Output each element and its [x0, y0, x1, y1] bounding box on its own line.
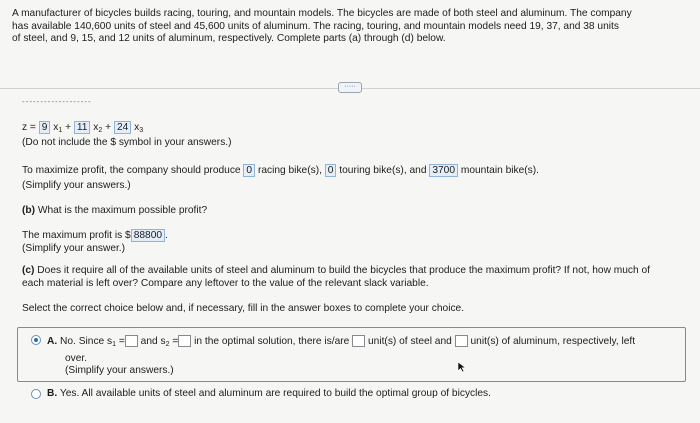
objective-note: (Do not include the $ symbol in your answers.)	[22, 137, 232, 148]
choice-a-radio[interactable]	[31, 335, 41, 345]
part-b-note: (Simplify your answer.)	[22, 243, 126, 254]
coefficient-x1-field[interactable]: 9	[39, 121, 51, 134]
choice-a-text	[47, 335, 683, 378]
part-c-instruction: Select the correct choice below and, if necessary, fill in the answer boxes to complete your choice.	[22, 303, 465, 314]
production-text: mountain bike(s).	[460, 165, 539, 176]
aluminum-leftover-box[interactable]	[455, 335, 468, 347]
problem-line: has available 140,600 units of steel and 45,600 units of aluminum. The racing, touring, and mountain models need 19, 37, and 38 units	[12, 20, 619, 32]
objective-prefix: z =	[22, 122, 36, 133]
choice-a-note: (Simplify your answers.)	[65, 365, 174, 377]
steel-leftover-box[interactable]	[352, 335, 365, 347]
coefficient-x2-field[interactable]: 11	[74, 121, 91, 134]
production-text: To maximize profit, the company should produce	[22, 165, 241, 176]
profit-text: The maximum profit is $	[22, 230, 131, 241]
mountain-answer-field[interactable]: 3700	[429, 164, 458, 177]
s2-answer-box[interactable]	[178, 335, 191, 347]
profit-answer-field[interactable]: 88800	[131, 229, 165, 242]
s1-answer-box[interactable]	[125, 335, 138, 347]
expand-button[interactable]: ·····	[338, 82, 362, 93]
part-c-label: (c)	[22, 265, 35, 276]
racing-answer-field[interactable]: 0	[243, 164, 255, 177]
part-b-label: (b)	[22, 205, 36, 216]
var-x1: x	[53, 122, 59, 133]
choice-a-segment: and s	[140, 336, 166, 347]
production-note: (Simplify your answers.)	[22, 180, 131, 191]
part-c-text: Does it require all of the available units of steel and aluminum to build the bicycles that produce the maximum profit? If not, how much of	[37, 265, 650, 276]
part-b-text: What is the maximum possible profit?	[37, 205, 208, 216]
equals-sign: =	[118, 336, 125, 347]
plus-sign: +	[105, 122, 112, 133]
choice-a-letter: A.	[47, 336, 58, 347]
s2-subscript: 2	[165, 341, 170, 348]
choice-a-continuation: over.	[65, 352, 88, 364]
choice-a-segment: in the optimal solution, there is/are	[194, 336, 350, 347]
choice-b-text: Yes. All available units of steel and aluminum are required to build the optimal group of bicycles.	[59, 388, 491, 399]
production-text: racing bike(s),	[257, 165, 322, 176]
profit-suffix: .	[165, 230, 168, 241]
var-x2-subscript: 2	[98, 127, 103, 134]
part-c-question	[22, 265, 650, 290]
choice-b-letter: B.	[47, 388, 58, 399]
choice-a-segment: unit(s) of steel and	[368, 336, 452, 347]
choice-b-option[interactable]	[47, 388, 491, 401]
objective-function	[22, 121, 143, 138]
problem-line: A manufacturer of bicycles builds racing, touring, and mountain models. The bicycles are made of both steel and aluminum. The company	[12, 8, 632, 19]
touring-answer-field[interactable]: 0	[325, 164, 337, 177]
equals-sign: =	[172, 336, 179, 347]
plus-sign: +	[65, 122, 72, 133]
choice-a-segment: No. Since s	[60, 336, 113, 347]
s1-subscript: 1	[112, 341, 117, 348]
production-text: touring bike(s), and	[339, 165, 427, 176]
var-x2: x	[93, 122, 99, 133]
problem-line: of steel, and 9, 15, and 12 units of aluminum, respectively. Complete parts (a) through (d) below.	[12, 33, 446, 45]
part-c-text: each material is left over? Compare any leftover to the value of the relevant slack variable.	[22, 277, 429, 289]
var-x1-subscript: 1	[58, 127, 63, 134]
var-x3: x	[134, 122, 140, 133]
problem-statement	[12, 8, 692, 46]
choice-b-radio[interactable]	[31, 389, 41, 399]
mouse-cursor-icon	[457, 361, 467, 373]
var-x3-subscript: 3	[139, 127, 144, 134]
part-b-answer	[22, 229, 168, 243]
production-answer	[22, 164, 539, 178]
collapsed-content-marker: -------------------	[22, 97, 92, 106]
choice-a-segment: unit(s) of aluminum, respectively, left	[470, 336, 636, 347]
coefficient-x3-field[interactable]: 24	[114, 121, 131, 134]
part-b-question	[22, 205, 207, 218]
